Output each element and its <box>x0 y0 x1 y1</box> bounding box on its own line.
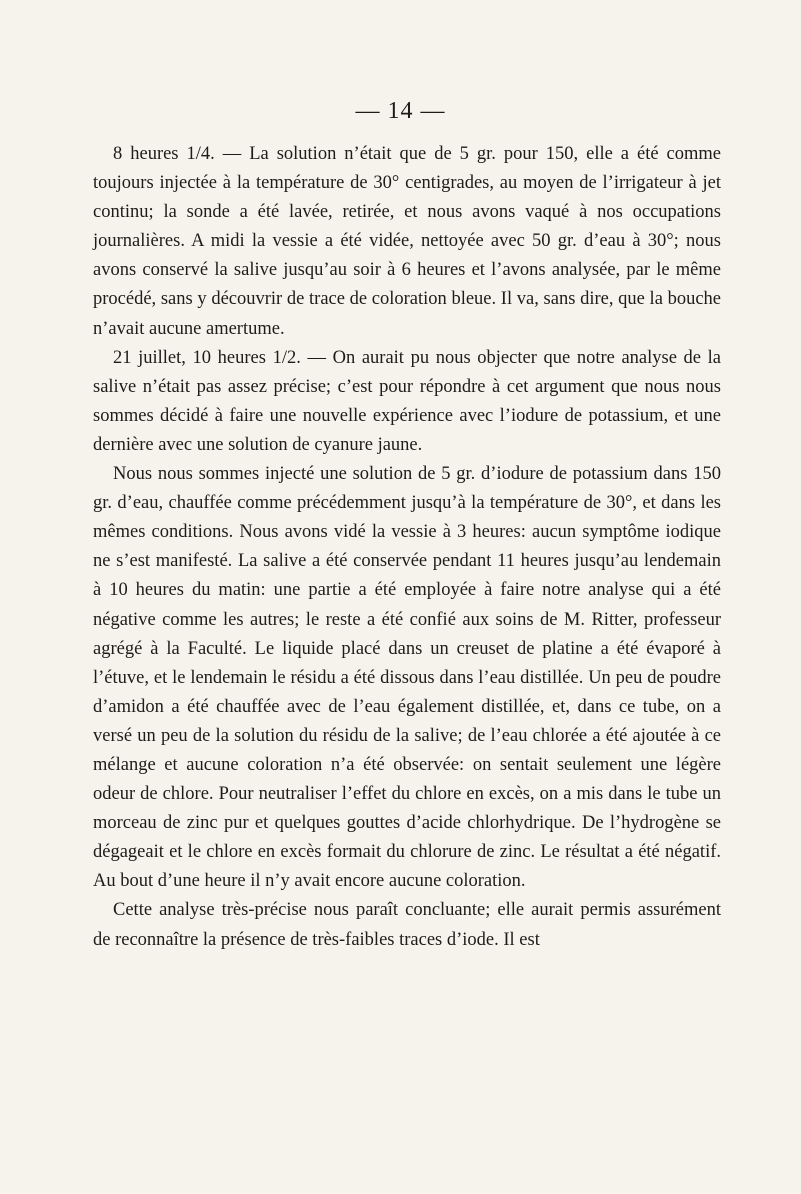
paragraph-3: Nous nous sommes injecté une solution de 5 gr. d’iodure de potassium dans 150 gr. d’eau, chauffée comme précédemment jusqu’à la température de 30°, et dans les mêmes conditions. Nous avons vidé la vessie à 3 heures: aucun symptôme iodique ne s’est manifesté. La salive a été conservée pendant 11 heures jusqu’au lendemain à 10 heures du matin: une partie a été employée à faire notre analyse qui a été négative comme les autres; le reste a été confié aux soins de M. Ritter, professeur agrégé à la Faculté. Le liquide placé dans un creuset de platine a été évaporé à l’étuve, et le lendemain le résidu a été dissous dans l’eau distillée. Un peu de poudre d’amidon a été chauffée avec de l’eau également distillée, et, dans ce tube, on a versé un peu de la solution du résidu de la salive; de l’eau chlorée a été ajoutée à ce mélange et aucune coloration n’a été observée: on sentait seulement une légère odeur de chlore. Pour neutraliser l’effet du chlore en excès, on a mis dans le tube un morceau de zinc pur et quelques gouttes d’acide chlorhydrique. De l’hydrogène se dégageait et le chlore en excès formait du chlorure de zinc. Le résultat a été négatif. Au bout d’une heure il n’y avait encore aucune coloration. <box>93 464 721 892</box>
paragraph-2: 21 juillet, 10 heures 1/2. — On aurait pu nous objecter que notre analyse de la salive n’était pas assez précise; c’est pour répondre à cet argument que nous nous sommes décidé à faire une nouvelle expérience avec l’iodure de potassium, et une dernière avec une solution de cyanure jaune. <box>93 347 721 455</box>
page-number: — 14 — <box>355 98 446 124</box>
paragraph-4: Cette analyse très-précise nous paraît concluante; elle aurait permis assurément de reconnaître la présence de très-faibles traces d’iode. Il est <box>93 900 721 950</box>
body-text <box>93 140 721 955</box>
paragraph-1: 8 heures 1/4. — La solution n’était que de 5 gr. pour 150, elle a été comme toujours injectée à la température de 30° centigrades, au moyen de l’irrigateur à jet continu; la sonde a été lavée, retirée, et nous avons vaqué à nos occupations journalières. A midi la vessie a été vidée, nettoyée avec 50 gr. d’eau à 30°; nous avons conservé la salive jusqu’au soir à 6 heures et l’avons analysée, par le même procédé, sans y découvrir de trace de coloration bleue. Il va, sans dire, que la bouche n’avait aucune amertume. <box>93 144 721 339</box>
